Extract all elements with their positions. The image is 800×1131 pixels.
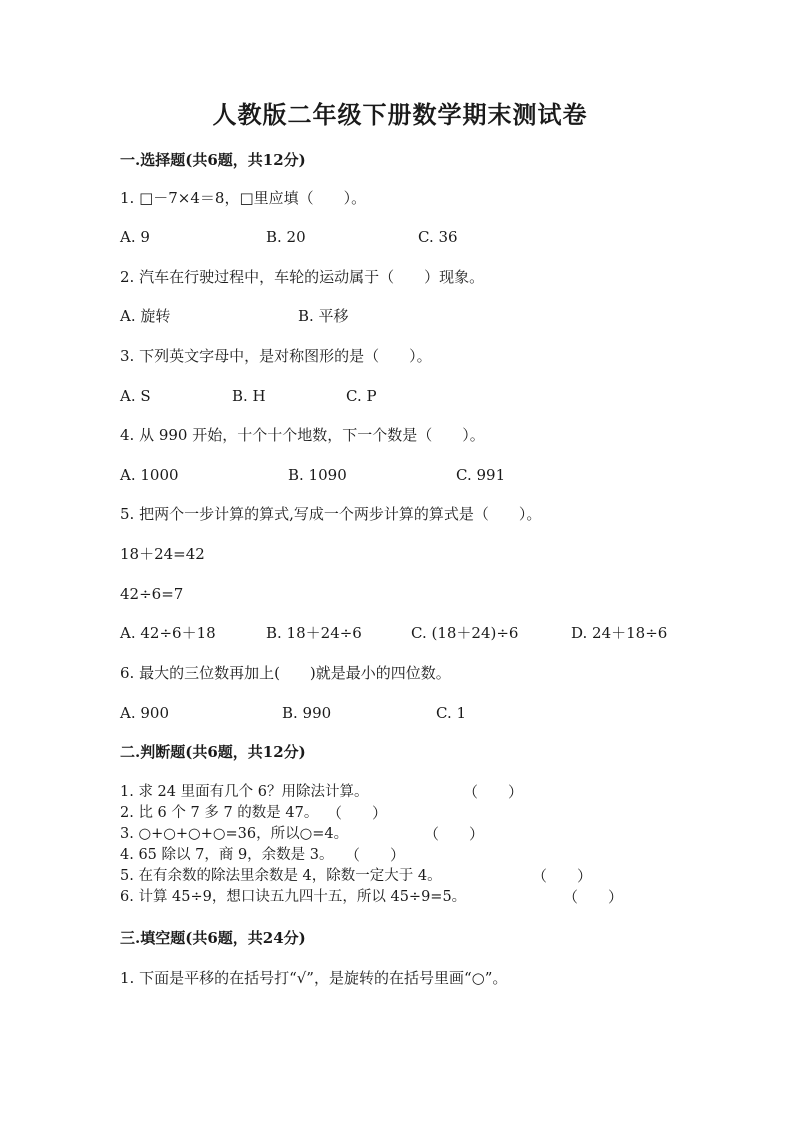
answer-bracket: （ ） — [327, 804, 388, 822]
section-heading-choice: 一.选择题(共6题，共12分) — [120, 151, 306, 169]
question-stem: 1. 下面是平移的在括号打“√”，是旋转的在括号里画“○”。 — [120, 969, 508, 987]
question-stem: 2. 汽车在行驶过程中，车轮的运动属于（ ）现象。 — [120, 268, 485, 286]
option: C. P — [346, 387, 377, 405]
option: A. 1000 — [120, 466, 179, 484]
option: C. (18＋24)÷6 — [411, 624, 519, 642]
answer-bracket: （ ） — [345, 846, 406, 864]
option: C. 1 — [436, 704, 467, 722]
option: A. 900 — [120, 704, 169, 722]
option: C. 991 — [456, 466, 506, 484]
judge-item: 6. 计算 45÷9，想口诀五九四十五，所以 45÷9=5。 — [120, 889, 467, 905]
answer-bracket: （ ） — [424, 825, 485, 843]
equation-line: 42÷6=7 — [120, 585, 184, 603]
answer-bracket: （ ） — [563, 888, 624, 906]
option: B. H — [232, 387, 266, 405]
option: D. 24＋18÷6 — [571, 624, 668, 642]
option: A. S — [120, 387, 151, 405]
question-stem: 4. 从 990 开始，十个十个地数，下一个数是（ ）。 — [120, 426, 485, 444]
equation-line: 18＋24=42 — [120, 545, 205, 563]
option: B. 20 — [266, 228, 306, 246]
question-stem: 6. 最大的三位数再加上( )就是最小的四位数。 — [120, 664, 451, 682]
option: A. 42÷6＋18 — [120, 624, 216, 642]
question-stem: 5. 把两个一步计算的算式,写成一个两步计算的算式是（ ）。 — [120, 505, 542, 523]
judge-item: 4. 65 除以 7，商 9，余数是 3。 — [120, 847, 334, 863]
judge-item: 2. 比 6 个 7 多 7 的数是 47。 — [120, 805, 319, 821]
question-stem: 3. 下列英文字母中，是对称图形的是（ ）。 — [120, 347, 432, 365]
option: C. 36 — [418, 228, 458, 246]
page-title: 人教版二年级下册数学期末测试卷 — [212, 100, 588, 129]
question-stem: 1. □－7×4＝8，□里应填（ ）。 — [120, 189, 367, 207]
option: B. 18＋24÷6 — [266, 624, 362, 642]
option: A. 9 — [120, 228, 150, 246]
option: A. 旋转 — [120, 307, 171, 325]
judge-item: 5. 在有余数的除法里余数是 4，除数一定大于 4。 — [120, 868, 442, 884]
judge-item: 1. 求 24 里面有几个 6？用除法计算。 — [120, 784, 369, 800]
section-heading-judge: 二.判断题(共6题，共12分) — [120, 743, 306, 761]
option: B. 990 — [282, 704, 332, 722]
answer-bracket: （ ） — [463, 783, 524, 801]
section-heading-fill: 三.填空题(共6题，共24分) — [120, 929, 306, 947]
judge-item: 3. ○+○+○+○=36，所以○=4。 — [120, 826, 349, 842]
option: B. 1090 — [288, 466, 347, 484]
answer-bracket: （ ） — [532, 867, 593, 885]
option: B. 平移 — [298, 307, 349, 325]
